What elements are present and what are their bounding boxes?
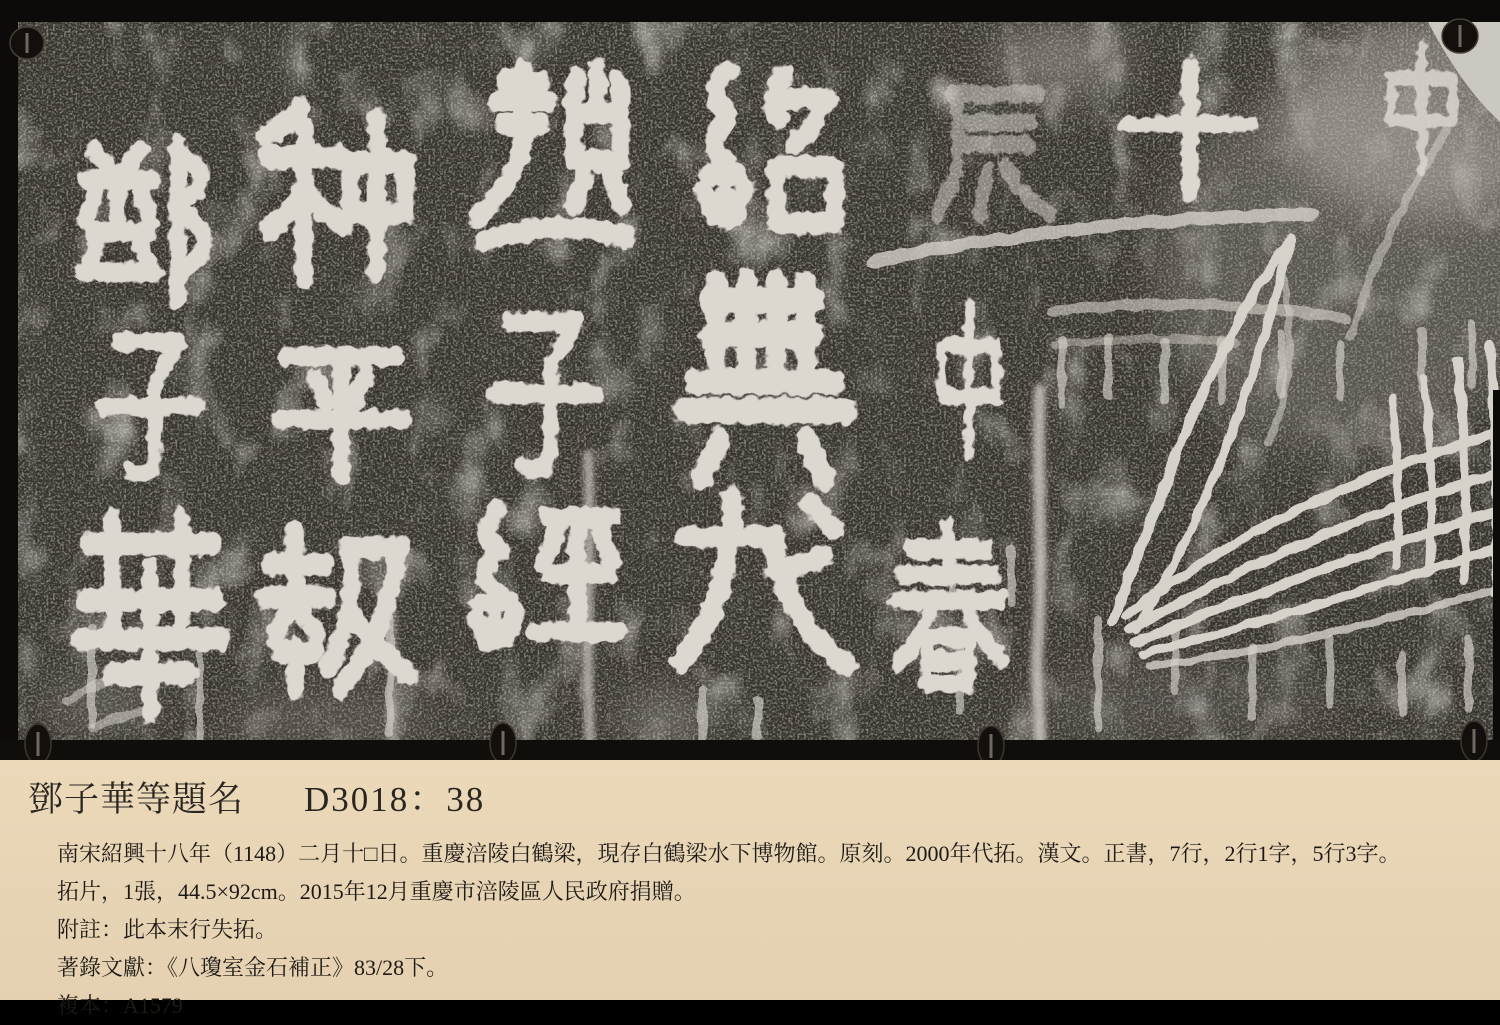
page-title: 鄧子華等題名 xyxy=(28,780,245,819)
clip-pin xyxy=(25,724,51,764)
catalog-number: D3018：38 xyxy=(304,780,486,819)
clip-pin xyxy=(1442,19,1478,53)
title-row xyxy=(28,772,1500,822)
clip-pin xyxy=(490,723,516,763)
duplicate-line: 複本：A1579 xyxy=(57,993,183,1018)
description-line: 南宋紹興十八年（1148）二月十□日。重慶涪陵白鶴梁，現存白鶴梁水下博物館。原刻。2000年代拓。漢文。正書，7行，2行1字，5行3字。 xyxy=(57,841,1401,866)
caption-panel xyxy=(0,760,1500,1018)
clip-pin xyxy=(1461,721,1487,761)
description-line: 拓片，1張，44.5×92cm。2015年12月重慶市涪陵區人民政府捐贈。 xyxy=(57,879,696,904)
catalog-description xyxy=(0,835,1500,1025)
note-line: 附註：此本末行失拓。 xyxy=(57,917,278,942)
bibliography-line: 著錄文獻：《八瓊室金石補正》83/28下。 xyxy=(57,955,449,980)
clip-pin xyxy=(10,27,44,59)
